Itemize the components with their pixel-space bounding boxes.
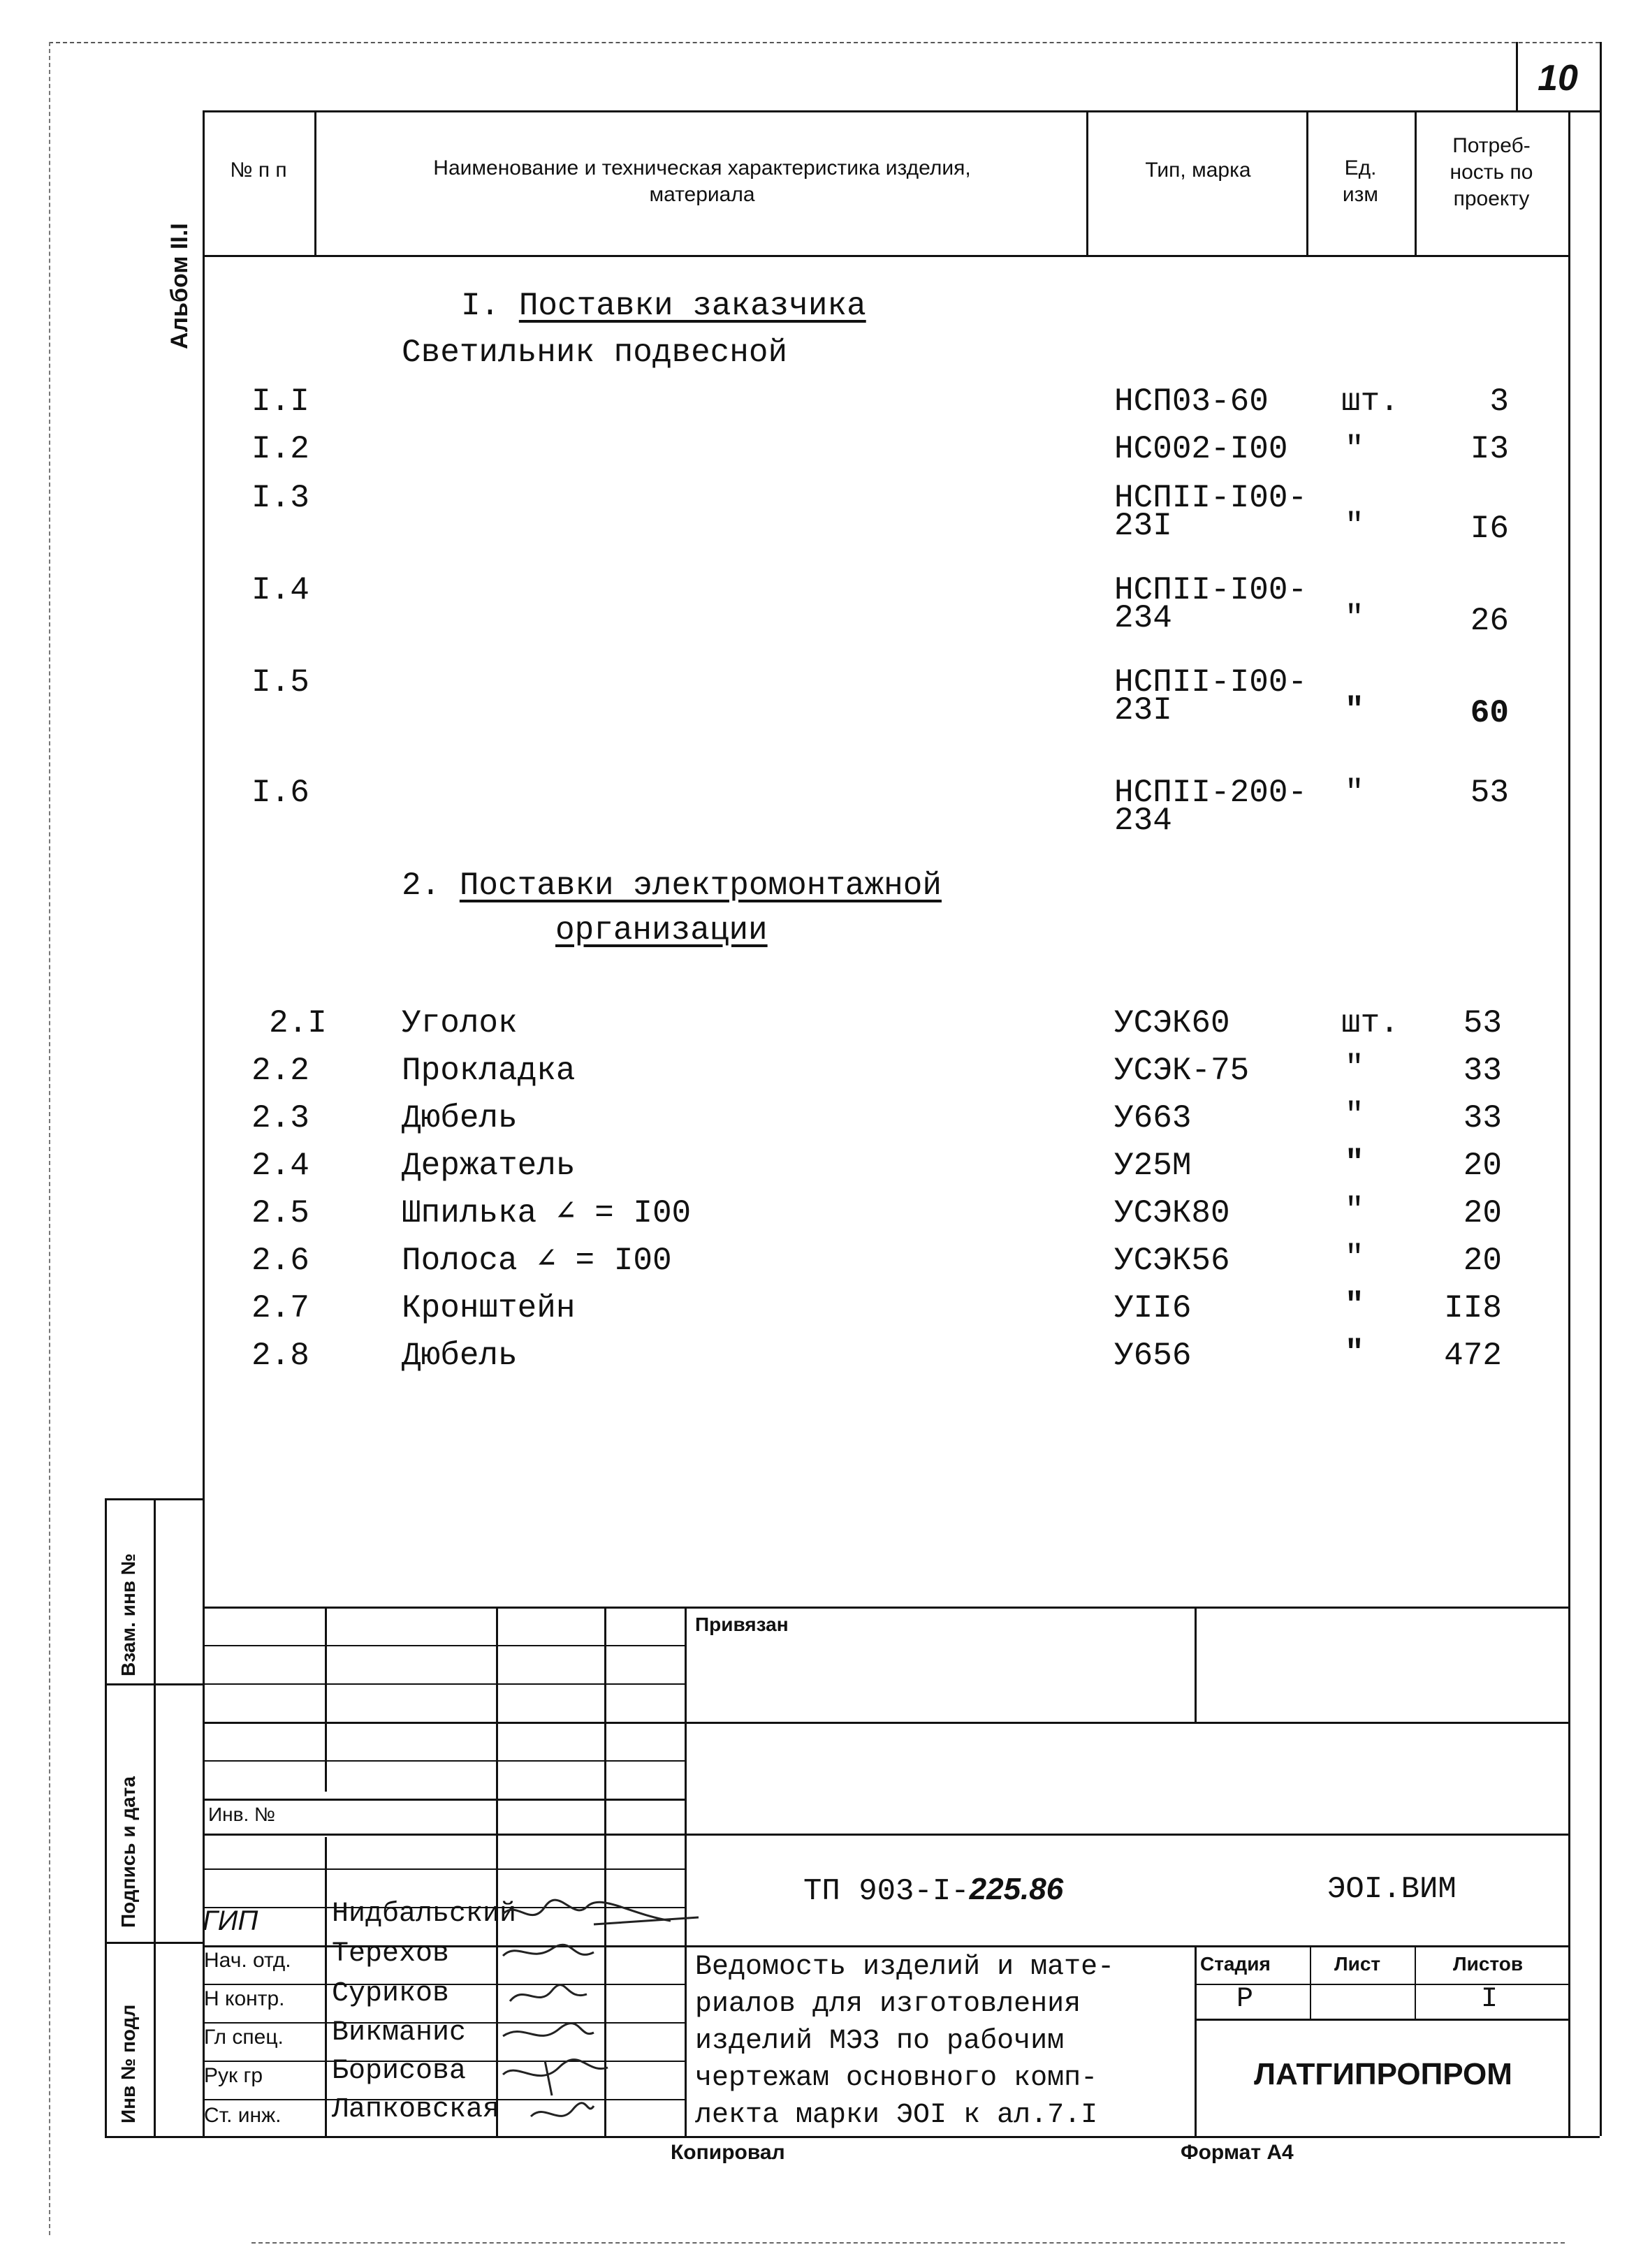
row-2-8-unit: ": [1345, 1335, 1364, 1371]
row-1-6-unit: ": [1345, 775, 1364, 811]
side-strip-sep1: [105, 1683, 203, 1685]
row-2-7-qty: II8: [1444, 1290, 1502, 1326]
hdr-sep-4: [1415, 110, 1417, 255]
role-glspec: Гл спец.: [204, 2026, 284, 2049]
row-1-4-type1: НСПII-I00-: [1114, 572, 1308, 608]
stamp-doc-mark: ЭОI.ВИМ: [1327, 1872, 1456, 1907]
row-2-3-unit: ": [1345, 1097, 1364, 1134]
stamp-col-stage: [1195, 1945, 1197, 2136]
row-2-5-type: УСЭК80: [1114, 1195, 1230, 1231]
row-1-6-num: I.6: [251, 775, 309, 811]
row-2-6-unit: ": [1345, 1240, 1364, 1276]
role-nkontr: Н контр.: [204, 1987, 285, 2010]
row-2-6-qty: 20: [1463, 1243, 1502, 1279]
row-2-8-num: 2.8: [251, 1338, 309, 1374]
stamp-row-d: [203, 1760, 685, 1762]
row-2-4-unit: ": [1345, 1145, 1364, 1181]
side-label-podpis: Подпись и дата: [117, 1776, 139, 1928]
row-1-2-num: I.2: [251, 431, 309, 467]
row-1-1-num: I.I: [251, 383, 309, 420]
frame-top: [203, 110, 1600, 112]
frame-right: [1600, 42, 1602, 2136]
page-number: 10: [1538, 58, 1578, 98]
row-2-8-type: У656: [1114, 1338, 1192, 1374]
row-2-2-name: Прокладка: [402, 1053, 576, 1089]
stamp-row-b: [203, 1683, 685, 1685]
stamp-sheet-label: Лист: [1334, 1953, 1381, 1975]
role-gip: ГИП: [203, 1905, 258, 1936]
footer-dashed: [251, 2242, 1565, 2244]
row-2-2-unit: ": [1345, 1050, 1364, 1086]
row-2-6-name: Полоса ∠ = I00: [402, 1243, 672, 1279]
row-2-1-num: 2.I: [269, 1005, 327, 1041]
row-1-5-type2: 23I: [1114, 692, 1172, 729]
page-num-box-left: [1516, 42, 1518, 110]
row-2-5-num: 2.5: [251, 1195, 309, 1231]
row-2-3-num: 2.3: [251, 1100, 309, 1136]
stamp-description: Ведомость изделий и мате- риалов для изготовления изделий МЭЗ по рабочим чертежам основного комп- лекта марки ЭОI к ал.7.I: [695, 1952, 1115, 2131]
stamp-row-g: [203, 1868, 685, 1870]
stamp-col-privyazan: [1195, 1607, 1197, 1722]
row-1-1-type: НСП03-60: [1114, 383, 1269, 420]
row-2-2-qty: 33: [1463, 1053, 1502, 1089]
role-stinzh-name: Лапковская: [332, 2094, 500, 2126]
row-2-1-unit: шт.: [1341, 1005, 1399, 1041]
row-1-4-unit: ": [1345, 600, 1364, 636]
stamp-col-1: [325, 1607, 327, 1792]
row-1-5-type1: НСПII-I00-: [1114, 664, 1308, 701]
section2-title: 2. Поставки электромонтажной: [402, 868, 942, 904]
stamp-org: ЛАТГИПРОПРОМ: [1254, 2057, 1512, 2091]
stamp-inv-no: Инв. №: [208, 1804, 276, 1825]
stamp-doc-code: ТП 903-I-225.86: [803, 1872, 1064, 1909]
stamp-col-sheets: [1415, 1945, 1416, 2019]
role-glspec-name: Викманис: [332, 2017, 467, 2049]
header-type: Тип, марка: [1145, 159, 1251, 182]
stamp-stage-bottom: [1195, 2019, 1568, 2021]
section2-title-line2: организации: [555, 912, 768, 949]
row-2-8-name: Дюбель: [402, 1338, 518, 1374]
row-1-4-type2: 234: [1114, 600, 1172, 636]
row-1-6-type2: 234: [1114, 803, 1172, 839]
row-2-7-num: 2.7: [251, 1290, 309, 1326]
footer-format: Формат А4: [1181, 2141, 1294, 2164]
signature-rukgr: [503, 2060, 608, 2095]
stamp-col-1b: [325, 1837, 327, 2136]
row-1-2-qty: I3: [1470, 431, 1509, 467]
row-2-2-type: УСЭК-75: [1114, 1053, 1250, 1089]
hdr-sep-3: [1306, 110, 1308, 255]
row-1-3-type1: НСПII-I00-: [1114, 480, 1308, 516]
role-rukgr-name: Борисова: [332, 2056, 467, 2087]
role-nach-name: Терехов: [332, 1938, 450, 1970]
signature-gip: [503, 1900, 699, 1924]
row-1-2-type: НС002-I00: [1114, 431, 1288, 467]
header-qty: Потреб- ность по проекту: [1450, 134, 1533, 210]
row-1-3-unit: ": [1345, 508, 1364, 544]
role-nkontr-name: Суриков: [332, 1978, 450, 2010]
stamp-col-sheet: [1310, 1945, 1311, 2019]
signature-stinzh: [531, 2103, 594, 2116]
row-1-1-unit: шт.: [1341, 383, 1399, 420]
role-rukgr: Рук гр: [204, 2064, 263, 2087]
section1-title: I. Поставки заказчика: [461, 288, 866, 324]
row-2-6-num: 2.6: [251, 1243, 309, 1279]
stamp-stage-label: Стадия: [1200, 1953, 1271, 1975]
signatures: [489, 1886, 713, 2137]
frame-bottom: [105, 2136, 1600, 2138]
row-2-7-unit: ": [1345, 1287, 1364, 1324]
signature-glspec: [503, 2024, 594, 2036]
side-strip-left: [105, 1498, 107, 2136]
frame-top-outer: [49, 42, 1600, 43]
row-2-5-unit: ": [1345, 1192, 1364, 1229]
role-nach: Нач. отд.: [204, 1949, 291, 1972]
row-2-3-qty: 33: [1463, 1100, 1502, 1136]
stamp-sheets: I: [1481, 1984, 1498, 2015]
row-2-4-name: Держатель: [402, 1148, 576, 1184]
row-2-4-num: 2.4: [251, 1148, 309, 1184]
row-2-6-type: УСЭК56: [1114, 1243, 1230, 1279]
header-bottom: [203, 255, 1568, 257]
frame-right-inner: [1568, 110, 1570, 2136]
side-strip-mid: [154, 1498, 156, 2136]
role-gip-name: Нидбальский: [332, 1898, 517, 1930]
section1-subtitle: Светильник подвесной: [402, 335, 788, 371]
header-name: Наименование и техническая характеристика изделия, материала: [433, 156, 971, 206]
signature-nkontr: [510, 1985, 587, 2001]
row-2-4-type: У25М: [1114, 1148, 1192, 1184]
row-2-2-num: 2.2: [251, 1053, 309, 1089]
row-2-5-name: Шпилька ∠ = I00: [402, 1195, 692, 1231]
row-2-3-type: У663: [1114, 1100, 1192, 1136]
side-label-vzam: Взам. инв №: [117, 1553, 139, 1676]
stamp-privyazan: Привязан: [695, 1614, 789, 1635]
row-1-2-unit: ": [1345, 431, 1364, 467]
row-2-1-name: Уголок: [402, 1005, 518, 1041]
stamp-row-e: [203, 1799, 685, 1801]
row-1-5-num: I.5: [251, 664, 309, 701]
frame-left-outer: [49, 42, 50, 2235]
side-label-inv-podl: Инв № подл: [117, 2004, 139, 2123]
row-2-1-type: УСЭК60: [1114, 1005, 1230, 1041]
row-1-4-qty: 26: [1470, 603, 1509, 639]
album-label: Альбом II.I: [166, 223, 193, 349]
header-num: № п п: [230, 159, 287, 182]
row-2-7-name: Кронштейн: [402, 1290, 576, 1326]
row-2-8-qty: 472: [1444, 1338, 1502, 1374]
row-1-5-qty: 60: [1470, 695, 1509, 731]
row-1-3-type2: 23I: [1114, 508, 1172, 544]
row-1-3-qty: I6: [1470, 511, 1509, 547]
stamp-row-f: [203, 1834, 1568, 1836]
row-2-7-type: УII6: [1114, 1290, 1192, 1326]
row-1-6-qty: 53: [1470, 775, 1509, 811]
row-1-3-num: I.3: [251, 480, 309, 516]
hdr-sep-2: [1086, 110, 1088, 255]
header-unit: Ед. изм: [1342, 156, 1379, 206]
stamp-sheets-label: Листов: [1453, 1953, 1524, 1975]
row-1-4-num: I.4: [251, 572, 309, 608]
role-stinzh: Ст. инж.: [204, 2104, 282, 2127]
frame-left: [203, 110, 205, 2136]
stamp-stage: Р: [1236, 1984, 1254, 2015]
stamp-row-c: [203, 1722, 1568, 1724]
side-strip-top: [105, 1498, 203, 1500]
side-strip-sep2: [105, 1942, 203, 1944]
hdr-sep-1: [314, 110, 316, 255]
row-1-5-unit: ": [1345, 692, 1364, 729]
row-2-5-qty: 20: [1463, 1195, 1502, 1231]
stamp-top: [203, 1607, 1568, 1609]
stamp-row-a: [203, 1645, 685, 1646]
footer-copied: Копировал: [671, 2141, 785, 2164]
row-1-1-qty: 3: [1489, 383, 1509, 420]
row-2-4-qty: 20: [1463, 1148, 1502, 1184]
row-2-3-name: Дюбель: [402, 1100, 518, 1136]
row-2-1-qty: 53: [1463, 1005, 1502, 1041]
row-1-6-type1: НСПII-200-: [1114, 775, 1308, 811]
signature-nach: [503, 1945, 594, 1956]
